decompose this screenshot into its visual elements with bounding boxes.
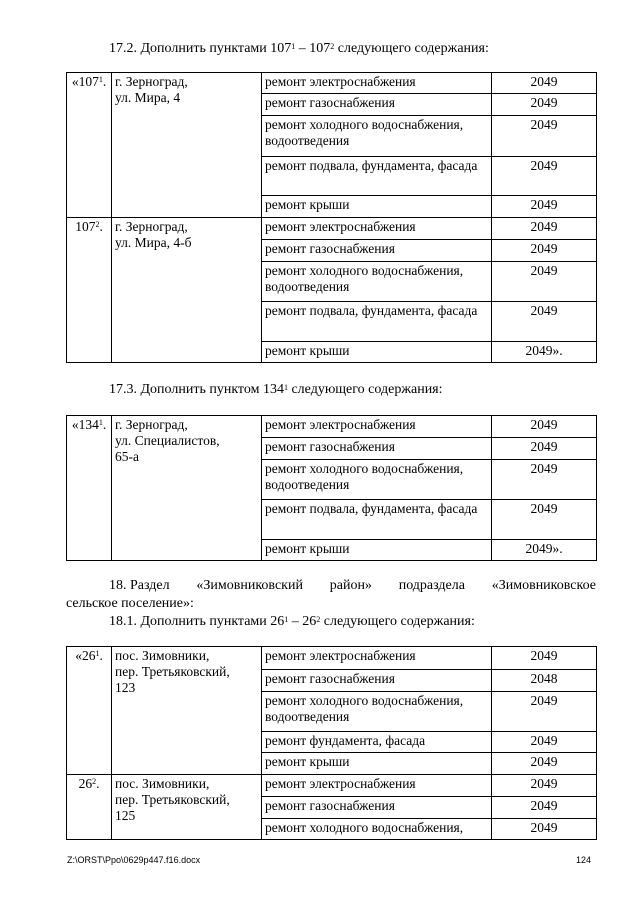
work-cell: ремонт крыши xyxy=(262,196,492,218)
address-cell: г. Зерноград, ул. Мира, 4-б xyxy=(112,218,262,363)
work-cell: ремонт газоснабжения xyxy=(262,240,492,262)
year-cell: 2048 xyxy=(492,670,597,692)
work-cell: ремонт электроснабжения xyxy=(262,647,492,670)
work-cell: ремонт подвала, фундамента, фасада xyxy=(262,500,492,540)
heading-18 xyxy=(109,578,596,594)
heading-17-3: 17.3. Дополнить пунктом $134^1$ следующего содержания: xyxy=(109,382,443,397)
work-cell: ремонт холодного водоснабжения, водоотведения xyxy=(262,460,492,500)
work-cell: ремонт электроснабжения xyxy=(262,218,492,240)
item-number: $26^2$. xyxy=(67,775,112,840)
heading-17-2: 17.2. Дополнить пунктами $107^1 - 107^2$ следующего содержания: xyxy=(109,41,489,56)
item-number: $107^2$. xyxy=(67,218,112,363)
work-cell: ремонт холодного водоснабжения, водоотведения xyxy=(262,262,492,302)
work-cell: ремонт холодного водоснабжения, водоотведения xyxy=(262,692,492,732)
work-cell: ремонт газоснабжения xyxy=(262,797,492,819)
year-cell: 2049 xyxy=(492,302,597,342)
address-cell: пос. Зимовники, пер. Третьяковский, 123 xyxy=(112,647,262,775)
work-cell: ремонт электроснабжения xyxy=(262,775,492,797)
year-cell: 2049 xyxy=(492,647,597,670)
footer-path: Z:\ORST\Ppo\0629p447.f16.docx xyxy=(67,855,201,865)
year-cell: 2049 xyxy=(492,157,597,196)
work-cell: ремонт газоснабжения xyxy=(262,94,492,116)
year-cell: 2049 xyxy=(492,73,597,94)
work-cell: ремонт холодного водоснабжения, xyxy=(262,819,492,840)
work-cell: ремонт подвала, фундамента, фасада xyxy=(262,157,492,196)
year-cell: 2049 xyxy=(492,240,597,262)
work-cell: ремонт электроснабжения xyxy=(262,416,492,438)
work-cell: ремонт газоснабжения xyxy=(262,438,492,460)
table-17-3 xyxy=(66,415,597,561)
heading-18-line2: сельское поселение»: xyxy=(66,596,194,611)
heading-18-line1: 18. Раздел «Зимовниковский район» подраздела «Зимовниковское xyxy=(109,578,596,593)
item-number: «$26^1$. xyxy=(67,647,112,775)
address-cell: пос. Зимовники, пер. Третьяковский, 125 xyxy=(112,775,262,840)
item-number: «$107^1$. xyxy=(67,73,112,218)
year-cell: 2049 xyxy=(492,753,597,775)
work-cell: ремонт крыши xyxy=(262,342,492,363)
table-18-1 xyxy=(66,646,597,840)
item-number: «$134^1$. xyxy=(67,416,112,561)
year-cell: 2049 xyxy=(492,218,597,240)
year-cell: 2049 xyxy=(492,116,597,157)
heading-18-1: 18.1. Дополнить пунктами $26^1 - 26^2$ следующего содержания: xyxy=(109,614,475,629)
year-cell: 2049». xyxy=(492,342,597,363)
year-cell: 2049 xyxy=(492,416,597,438)
work-cell: ремонт электроснабжения xyxy=(262,73,492,94)
work-cell: ремонт фундамента, фасада xyxy=(262,732,492,753)
year-cell: 2049 xyxy=(492,775,597,797)
table-17-2 xyxy=(66,72,597,363)
year-cell: 2049 xyxy=(492,196,597,218)
year-cell: 2049 xyxy=(492,819,597,840)
year-cell: 2049 xyxy=(492,732,597,753)
work-cell: ремонт крыши xyxy=(262,540,492,561)
work-cell: ремонт газоснабжения xyxy=(262,670,492,692)
year-cell: 2049 xyxy=(492,438,597,460)
work-cell: ремонт подвала, фундамента, фасада xyxy=(262,302,492,342)
year-cell: 2049 xyxy=(492,797,597,819)
work-cell: ремонт крыши xyxy=(262,753,492,775)
year-cell: 2049 xyxy=(492,460,597,500)
address-cell: г. Зерноград, ул. Мира, 4 xyxy=(112,73,262,218)
footer-page-number: 124 xyxy=(576,855,592,865)
address-cell: г. Зерноград, ул. Специалистов, 65-а xyxy=(112,416,262,561)
year-cell: 2049». xyxy=(492,540,597,561)
work-cell: ремонт холодного водоснабжения, водоотведения xyxy=(262,116,492,157)
year-cell: 2049 xyxy=(492,500,597,540)
year-cell: 2049 xyxy=(492,692,597,732)
year-cell: 2049 xyxy=(492,94,597,116)
year-cell: 2049 xyxy=(492,262,597,302)
